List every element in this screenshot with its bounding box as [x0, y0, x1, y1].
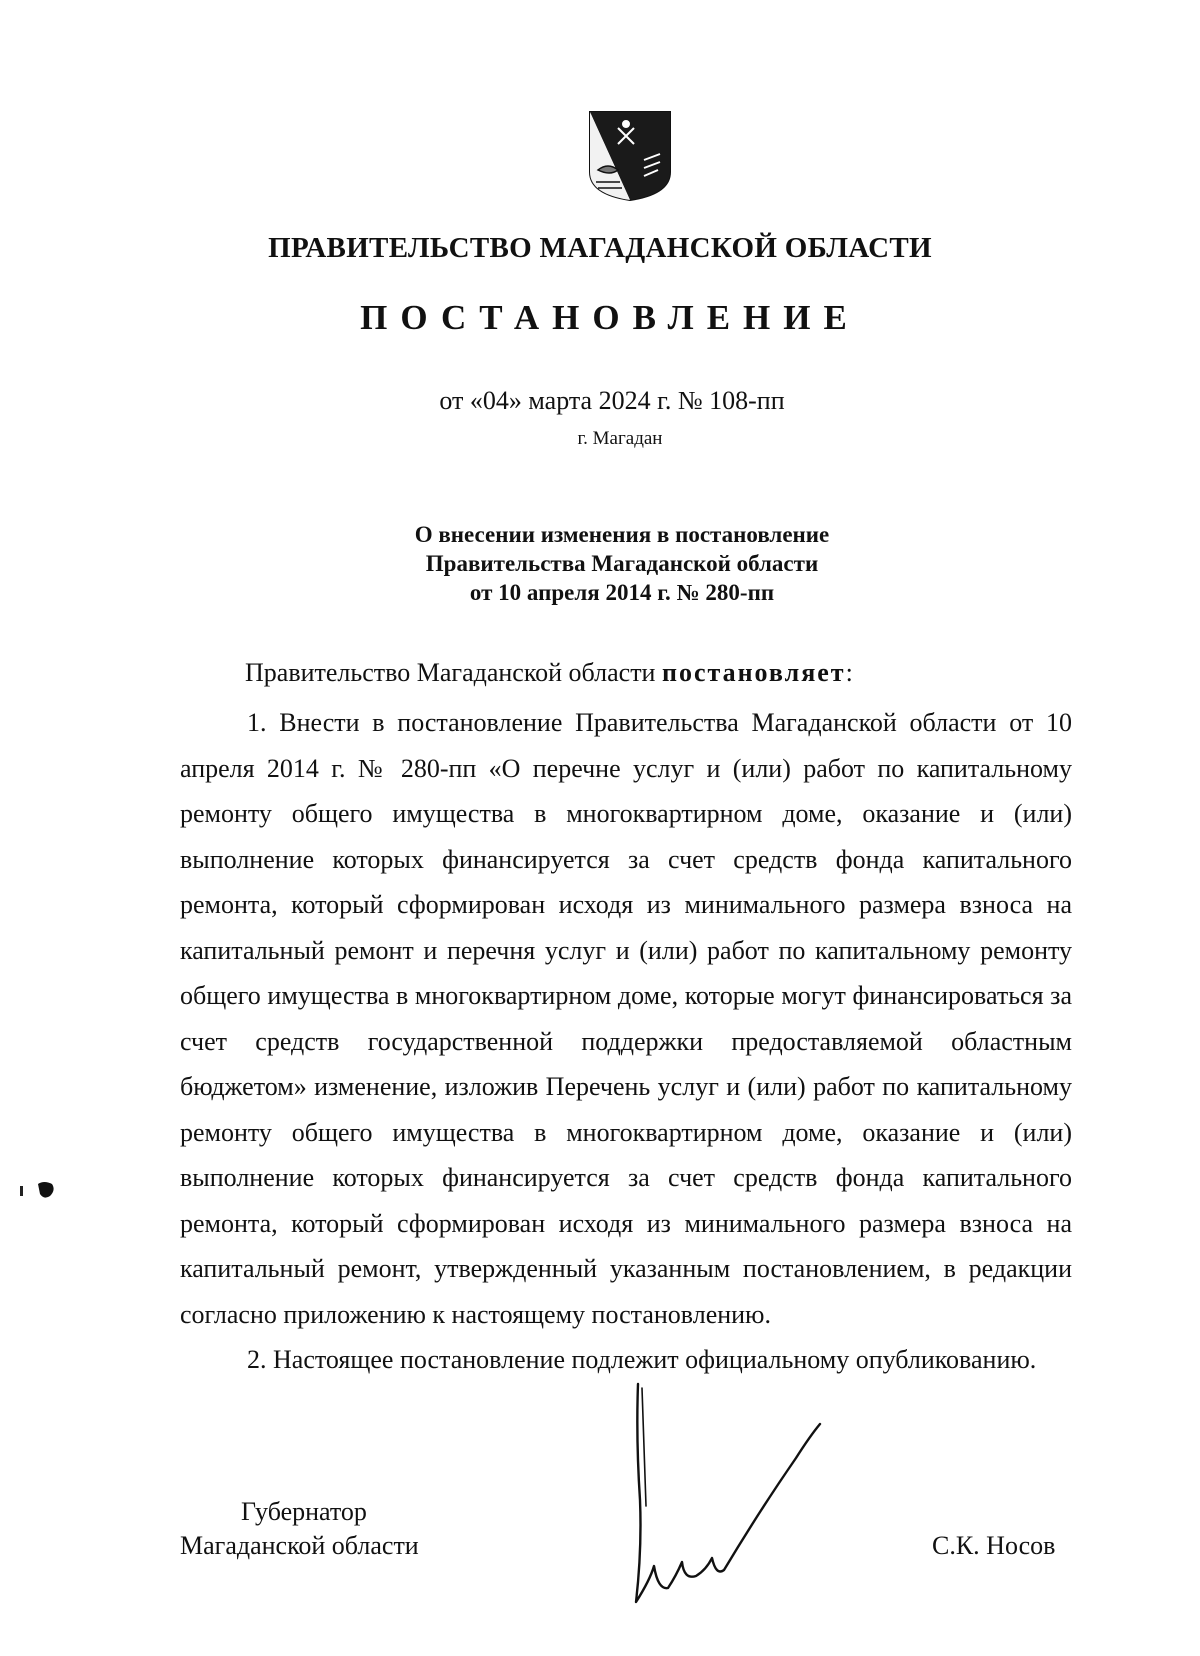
paragraph-1: 1. Внести в постановление Правительства Магаданской области от 10 апреля 2014 г. № 280-пп «О перечне услуг и (или) работ по капитальному ремонту общего имущества в многоквартирном доме, оказание и (или) выполнение которых финансируется за счет средств фонда капитального ремонта, который сформирован исходя из минимального размера взноса на капитальный ремонт и перечня услуг и (или) работ по капитальному ремонту общего имущества в многоквартирном доме, которые могут финансироваться за счет средств государственной поддержки предоставляемой областным бюджетом» изменение, изложив Перечень услуг и (или) работ по капитальному ремонту общего имущества в многоквартирном доме, оказание и (или) выполнение которых финансируется за счет средств фонда капитального ремонта, который сформирован исходя из минимального размера взноса на капитальный ремонт, утвержденный указанным постановлением, в редакции согласно приложению к настоящему постановлению.: [180, 708, 1072, 1329]
subject-line: Правительства Магаданской области: [425, 551, 819, 576]
preamble-decree-word: постановляет: [661, 658, 846, 687]
signatory-title-line-2: Магаданской области: [180, 1531, 419, 1560]
scan-artifact-icon: [18, 1176, 66, 1204]
signatory-title-line-1: Губернатор: [241, 1497, 367, 1526]
organization-title: ПРАВИТЕЛЬСТВО МАГАДАНСКОЙ ОБЛАСТИ: [268, 232, 932, 264]
subject-line: О внесении изменения в постановление: [414, 522, 830, 547]
preamble: [245, 658, 853, 688]
subject-line: от 10 апреля 2014 г. № 280-пп: [469, 580, 775, 605]
paragraph-2: 2. Настоящее постановление подлежит официальному опубликованию.: [247, 1345, 1037, 1374]
signatory-name: С.К. Носов: [932, 1531, 1056, 1560]
document-city: г. Магадан: [577, 428, 663, 449]
document-body: [180, 700, 1072, 1383]
preamble-colon: :: [845, 658, 853, 687]
document-date-number: от «04» марта 2024 г. № 108-пп: [439, 386, 785, 415]
handwritten-signature-icon: [620, 1380, 840, 1610]
document-subject: [0, 520, 1200, 607]
preamble-lead: Правительство Магаданской области: [245, 658, 656, 687]
document-type-title: ПОСТАНОВЛЕНИЕ: [360, 298, 860, 337]
magadan-coat-of-arms-icon: [588, 110, 672, 202]
